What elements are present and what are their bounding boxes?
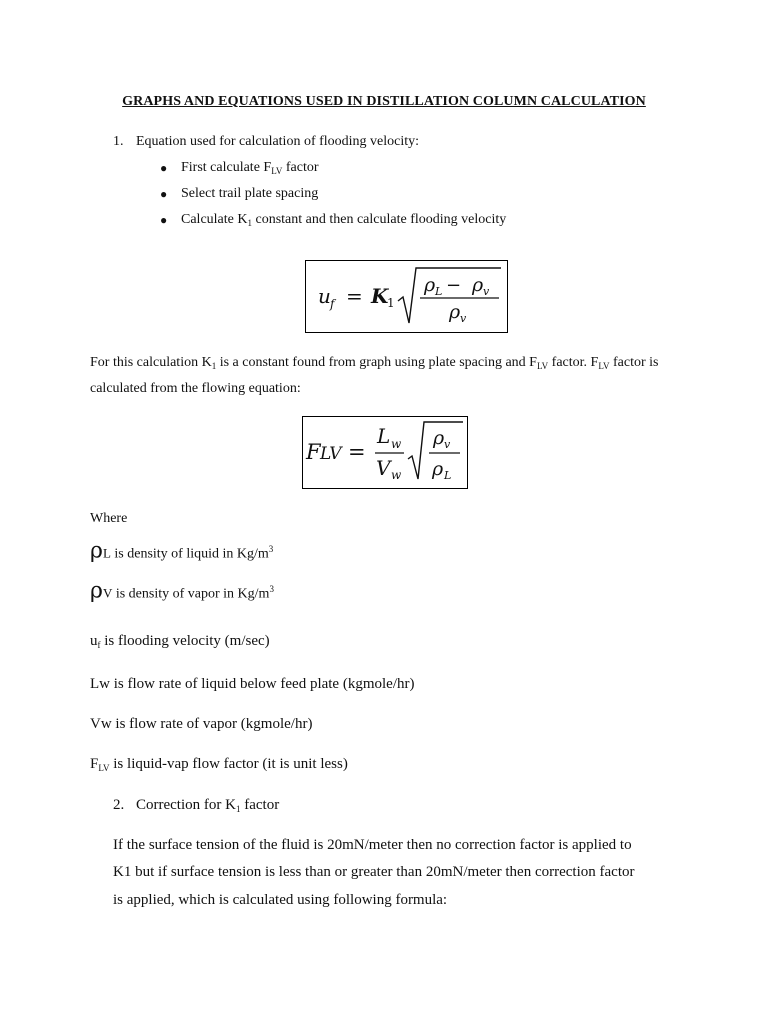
svg-text:f: f [330,297,335,311]
svg-text:v: v [460,312,467,325]
bullet-icon: ● [160,213,168,227]
svg-text:L: L [377,424,391,448]
svg-text:K: K [371,284,389,308]
section1-heading: Equation used for calculation of flooding velocity: [136,134,420,149]
svg-text:v: v [483,285,490,298]
svg-text:1: 1 [387,296,395,310]
svg-text:u: u [318,284,331,308]
svg-text:ρ: ρ [433,427,445,449]
section2-paragraph-line-1: If the surface tension of the fluid is 20mN/meter then no correction factor is applied to [113,837,632,853]
svg-text:ρ: ρ [472,274,484,296]
svg-text:LV: LV [320,444,342,464]
bullet-item-3: Calculate $K_1$ constant and then calculate flooding velocity [181,212,507,228]
equation-1-graphic [306,261,507,332]
svg-text:V: V [376,456,391,480]
explanation-paragraph-line-2: calculated from the flowing equation: [90,381,301,396]
svg-text:=: = [348,440,366,464]
section2-paragraph-line-3: is applied, which is calculated using following formula: [113,892,448,908]
section1-number: 1. [113,134,124,149]
where-label: Where [90,511,128,526]
flooding-velocity-equation [305,260,508,333]
explanation-paragraph-line-1: For this calculation $K_1$ is a constant found from graph using plate spacing and $F_{LV}$ factor. $F_{LV}$ factor is [90,355,659,371]
svg-text:F: F [306,440,321,464]
svg-text:−: − [446,275,462,296]
section2-heading: Correction for $K_1$ factor [136,797,280,814]
svg-text:w: w [391,468,402,482]
svg-text:v: v [444,438,451,451]
definition-vapor-flow: Vw is flow rate of vapor (kgmole/hr) [90,716,313,732]
flow-factor-equation [302,416,468,489]
page-title: GRAPHS AND EQUATIONS USED IN DISTILLATION COLUMN CALCULATION [122,94,646,109]
section2-number: 2. [113,797,125,813]
svg-text:ρ: ρ [424,274,436,296]
definition-liquid-flow: Lw is flow rate of liquid below feed plate (kgmole/hr) [90,676,415,692]
bullet-icon: ● [160,161,168,175]
svg-text:L: L [435,285,443,298]
svg-text:w: w [391,437,402,451]
definition-rho-vapor: ρV is density of vapor in $Kg/m^3$ [90,578,274,604]
definition-flooding-velocity: $u_f$ is flooding velocity (m/sec) [90,633,270,650]
definition-flow-factor: $F_{LV}$ is liquid-vap flow factor (it is unit less) [90,756,348,773]
definition-rho-liquid: ρL is density of liquid in $Kg/m^3$ [90,538,274,564]
section2-paragraph-line-2: K1 but if surface tension is less than or greater than 20mN/meter then correction factor [113,864,635,880]
bullet-item-1: First calculate $F_{LV}$ factor [181,160,319,176]
svg-text:ρ: ρ [449,301,461,323]
svg-text:L: L [444,469,452,482]
svg-text:=: = [346,284,363,308]
equation-2-graphic [303,417,467,488]
svg-text:ρ: ρ [432,458,444,480]
bullet-item-2: Select trail plate spacing [181,186,319,201]
bullet-icon: ● [160,187,168,201]
